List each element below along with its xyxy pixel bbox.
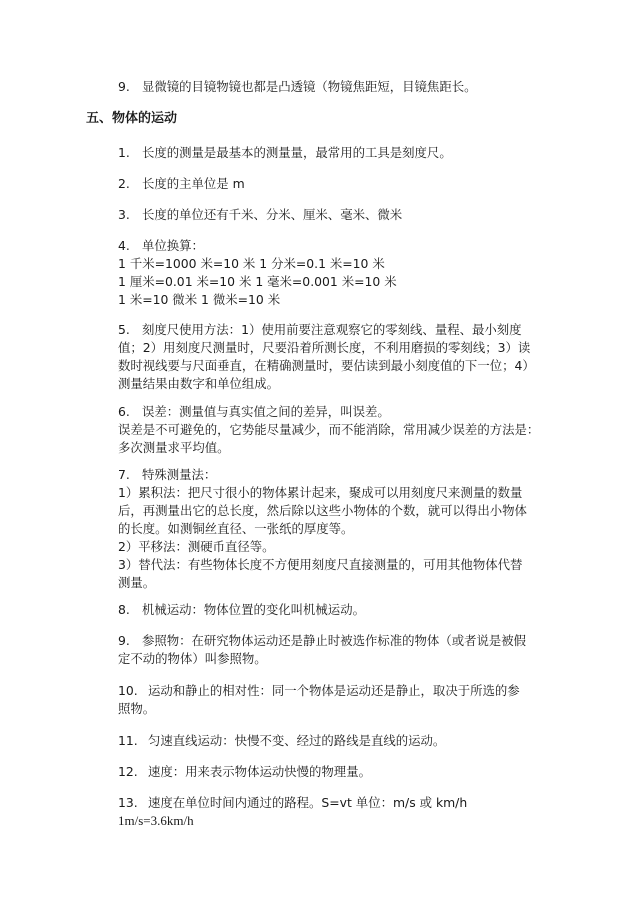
item-number: 10. — [118, 683, 138, 698]
item-number: 3. — [118, 207, 130, 222]
paragraph-line: 1）累积法：把尺寸很小的物体累计起来，聚成可以用刻度尺来测量的数量 — [118, 485, 523, 500]
conversion-line: 1 厘米=0.01 米=10 米 1 毫米=0.001 米=10 米 — [118, 274, 397, 289]
conversion-line: 1 米=10 微米 1 微米=10 米 — [118, 292, 281, 307]
item-text: 运动和静止的相对性：同一个物体是运动还是静止，取决于所选的参 — [147, 683, 520, 698]
item-3 — [118, 206, 548, 224]
item-text: 特殊测量法： — [141, 467, 217, 482]
item-9-microscope — [118, 78, 548, 96]
paragraph-line: 3）替代法：有些物体长度不方便用刻度尺直接测量的，可用其他物体代替 — [118, 557, 523, 572]
item-9 — [118, 632, 548, 668]
item-text: 匀速直线运动：快慢不变、经过的路线是直线的运动。 — [147, 733, 446, 748]
item-1 — [118, 144, 548, 162]
item-number: 7. — [118, 467, 130, 482]
item-11 — [118, 732, 548, 750]
paragraph-line: 数时视线要与尺面垂直，在精确测量时，要估读到最小刻度值的下一位；4） — [118, 358, 535, 373]
item-number: 2. — [118, 176, 130, 191]
item-text: 机械运动：物体位置的变化叫机械运动。 — [141, 602, 365, 617]
item-12 — [118, 763, 548, 781]
item-number: 9. — [118, 79, 130, 94]
item-8 — [118, 601, 548, 619]
paragraph-line: 多次测量求平均值。 — [118, 440, 230, 455]
item-number: 11. — [118, 733, 138, 748]
paragraph-line — [118, 632, 548, 650]
item-number: 8. — [118, 602, 130, 617]
item-6 — [118, 403, 548, 457]
item-text: 速度：用来表示物体运动快慢的物理量。 — [147, 764, 371, 779]
item-header-line — [118, 237, 548, 255]
item-number: 4. — [118, 238, 130, 253]
paragraph-line: 后，再测量出它的总长度，然后除以这些小物体的个数，就可以得出小物体 — [118, 503, 527, 518]
paragraph-line: 误差是不可避免的，它势能尽量减少，而不能消除，常用减少误差的方法是： — [118, 422, 540, 437]
item-number: 9. — [118, 633, 130, 648]
item-4 — [118, 237, 548, 309]
paragraph-line: 照物。 — [118, 701, 156, 716]
item-10 — [118, 682, 548, 718]
conversion-line: 1 千米=1000 米=10 米 1 分米=0.1 米=10 米 — [118, 256, 385, 271]
paragraph-line — [118, 321, 548, 339]
item-text: 参照物：在研究物体运动还是静止时被选作标准的物体（或者说是被假 — [141, 633, 527, 648]
item-number: 1. — [118, 145, 130, 160]
paragraph-line: 值；2）用刻度尺测量时，尺要沿着所测长度，不利用磨损的零刻线；3）读 — [118, 340, 531, 355]
item-text: 长度的单位还有千米、分米、厘米、毫米、微米 — [141, 207, 403, 222]
item-text: 显微镜的目镜物镜也都是凸透镜（物镜焦距短，目镜焦距长。 — [141, 79, 477, 94]
item-text: 长度的测量是最基本的测量量，最常用的工具是刻度尺。 — [141, 145, 452, 160]
paragraph-line: 测量结果由数字和单位组成。 — [118, 376, 280, 391]
item-number: 6. — [118, 404, 130, 419]
item-13 — [118, 794, 548, 830]
item-text: 误差：测量值与真实值之间的差异，叫误差。 — [141, 404, 390, 419]
item-7 — [118, 466, 548, 592]
paragraph-line: 的长度。如测铜丝直径、一张纸的厚度等。 — [118, 521, 354, 536]
item-text: 单位换算： — [141, 238, 204, 253]
paragraph-line — [118, 403, 548, 421]
paragraph-line: 测量。 — [118, 575, 156, 590]
paragraph-line: 定不动的物体）叫参照物。 — [118, 651, 267, 666]
item-text: 速度在单位时间内通过的路程。S=vt 单位：m/s 或 km/h — [147, 795, 468, 810]
item-number: 5. — [118, 322, 130, 337]
paragraph-line: 2）平移法：测硬币直径等。 — [118, 539, 275, 554]
section-title: 五、物体的运动 — [86, 111, 178, 126]
item-number: 12. — [118, 764, 138, 779]
item-text: 长度的主单位是 m — [141, 176, 245, 191]
paragraph-line — [118, 794, 548, 812]
item-2 — [118, 175, 548, 193]
speed-conversion-line: 1m/s=3.6km/h — [118, 813, 194, 828]
item-text: 刻度尺使用方法：1）使用前要注意观察它的零刻线、量程、最小刻度 — [141, 322, 522, 337]
paragraph-line — [118, 466, 548, 484]
paragraph-line — [118, 682, 548, 700]
item-5 — [118, 321, 548, 393]
item-number: 13. — [118, 795, 138, 810]
